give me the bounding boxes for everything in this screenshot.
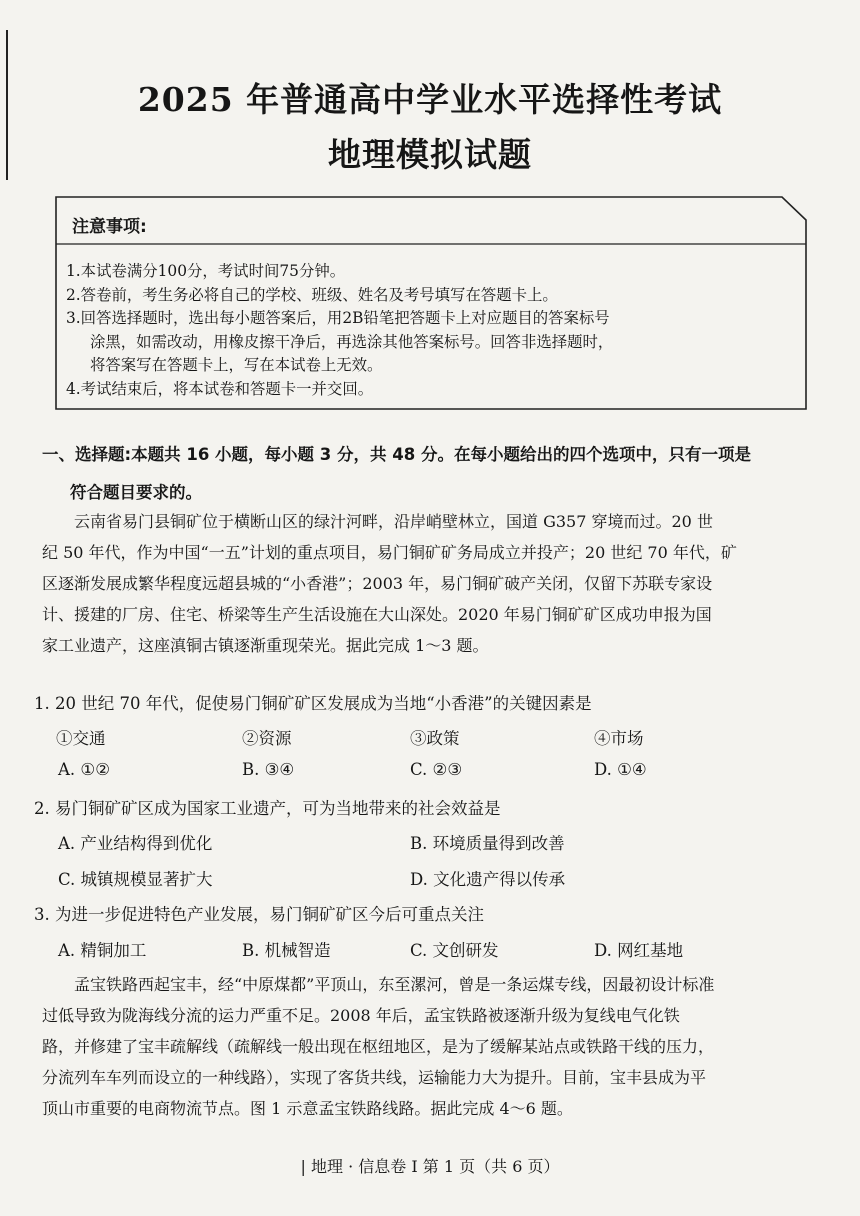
passage-line: 孟宝铁路西起宝丰，经“中原煤都”平顶山，东至漯河，曾是一条运煤专线，因最初设计标准 [74,975,715,994]
passage-line: 云南省易门县铜矿位于横断山区的绿汁河畔，沿岸峭壁林立，国道 G357 穿境而过。20 世 [74,512,713,531]
passage-line: 计、援建的厂房、住宅、桥梁等生产生活设施在大山深处。2020 年易门铜矿矿区成功申报为国 [42,605,712,624]
passage-line: 过低导致为陇海线分流的运力严重不足。2008 年后，孟宝铁路被逐渐升级为复线电气化铁 [42,1006,680,1025]
section-heading-line: 符合题目要求的。 [70,483,202,502]
q2-option-d[interactable]: D. 文化遗产得以传承 [410,870,566,889]
notice-item: 涂黑，如需改动，用橡皮擦干净后，再选涂其他答案标号。回答非选择题时， [90,332,614,351]
notice-list [66,260,796,401]
passage-line: 家工业遗产，这座滇铜古镇逐渐重现荣光。据此完成 1～3 题。 [42,636,489,655]
q3-option-d[interactable]: D. 网红基地 [594,941,684,960]
notice-item: 3.回答选择题时，选出每小题答案后，用2B铅笔把答题卡上对应题目的答案标号 [66,309,610,327]
passage-line: 路，并修建了宝丰疏解线（疏解线一般出现在枢纽地区，是为了缓解某站点或铁路干线的压力， [42,1037,715,1056]
q2-option-c[interactable]: C. 城镇规模显著扩大 [58,870,213,889]
passage-line: 顶山市重要的电商物流节点。图 1 示意孟宝铁路线路。据此完成 4～6 题。 [42,1099,573,1118]
q2-option-b[interactable]: B. 环境质量得到改善 [410,834,565,853]
question-2-stem: 2. 易门铜矿矿区成为国家工业遗产，可为当地带来的社会效益是 [34,799,501,818]
passage-railway [42,969,812,1124]
exam-title: 2025 年普通高中学业水平选择性考试 [137,80,723,119]
page-footer: | 地理 · 信息卷 I 第 1 页（共 6 页） [300,1157,560,1176]
q3-option-b[interactable]: B. 机械智造 [242,941,331,960]
passage-line: 纪 50 年代，作为中国“一五”计划的重点项目，易门铜矿矿务局成立并投产；20 世纪 70 年代，矿 [42,543,737,562]
notice-item: 将答案写在答题卡上，写在本试卷上无效。 [90,356,383,374]
q1-option-d[interactable]: D. ①④ [594,760,647,779]
notice-box [55,196,807,410]
q1-option-b[interactable]: B. ③④ [242,760,295,779]
q1-factor: ③政策 [410,729,460,748]
q3-option-a[interactable]: A. 精铜加工 [58,941,147,960]
exam-subtitle: 地理模拟试题 [328,135,532,174]
q1-option-c[interactable]: C. ②③ [410,760,463,779]
notice-heading: 注意事项: [72,217,147,237]
q1-option-a[interactable]: A. ①② [58,760,110,779]
q3-option-c[interactable]: C. 文创研发 [410,941,499,960]
q1-factor: ④市场 [594,729,644,748]
section-heading-line: 一、选择题:本题共 16 小题，每小题 3 分，共 48 分。在每小题给出的四个选项中，只有一项是 [42,445,751,464]
passage-line: 区逐渐发展成繁华程度远超县城的“小香港”；2003 年，易门铜矿破产关闭，仅留下苏联专家设 [42,574,713,593]
passage-line: 分流列车车列而设立的一种线路），实现了客货共线，运输能力大为提升。目前，宝丰县成为平 [42,1068,707,1087]
q1-factor: ①交通 [56,729,106,748]
question-3-stem: 3. 为进一步促进特色产业发展，易门铜矿矿区今后可重点关注 [34,905,484,924]
notice-item: 2.答卷前，考生务必将自己的学校、班级、姓名及考号填写在答题卡上。 [66,285,558,304]
passage-copper-mine [42,506,812,661]
q1-factor: ②资源 [242,729,292,748]
question-1-stem: 1. 20 世纪 70 年代，促使易门铜矿矿区发展成为当地“小香港”的关键因素是 [34,694,592,713]
notice-item: 1.本试卷满分100分，考试时间75分钟。 [66,262,346,280]
q2-option-a[interactable]: A. 产业结构得到优化 [58,834,213,853]
section-heading [42,436,822,512]
notice-item: 4.考试结束后，将本试卷和答题卡一并交回。 [66,379,374,398]
